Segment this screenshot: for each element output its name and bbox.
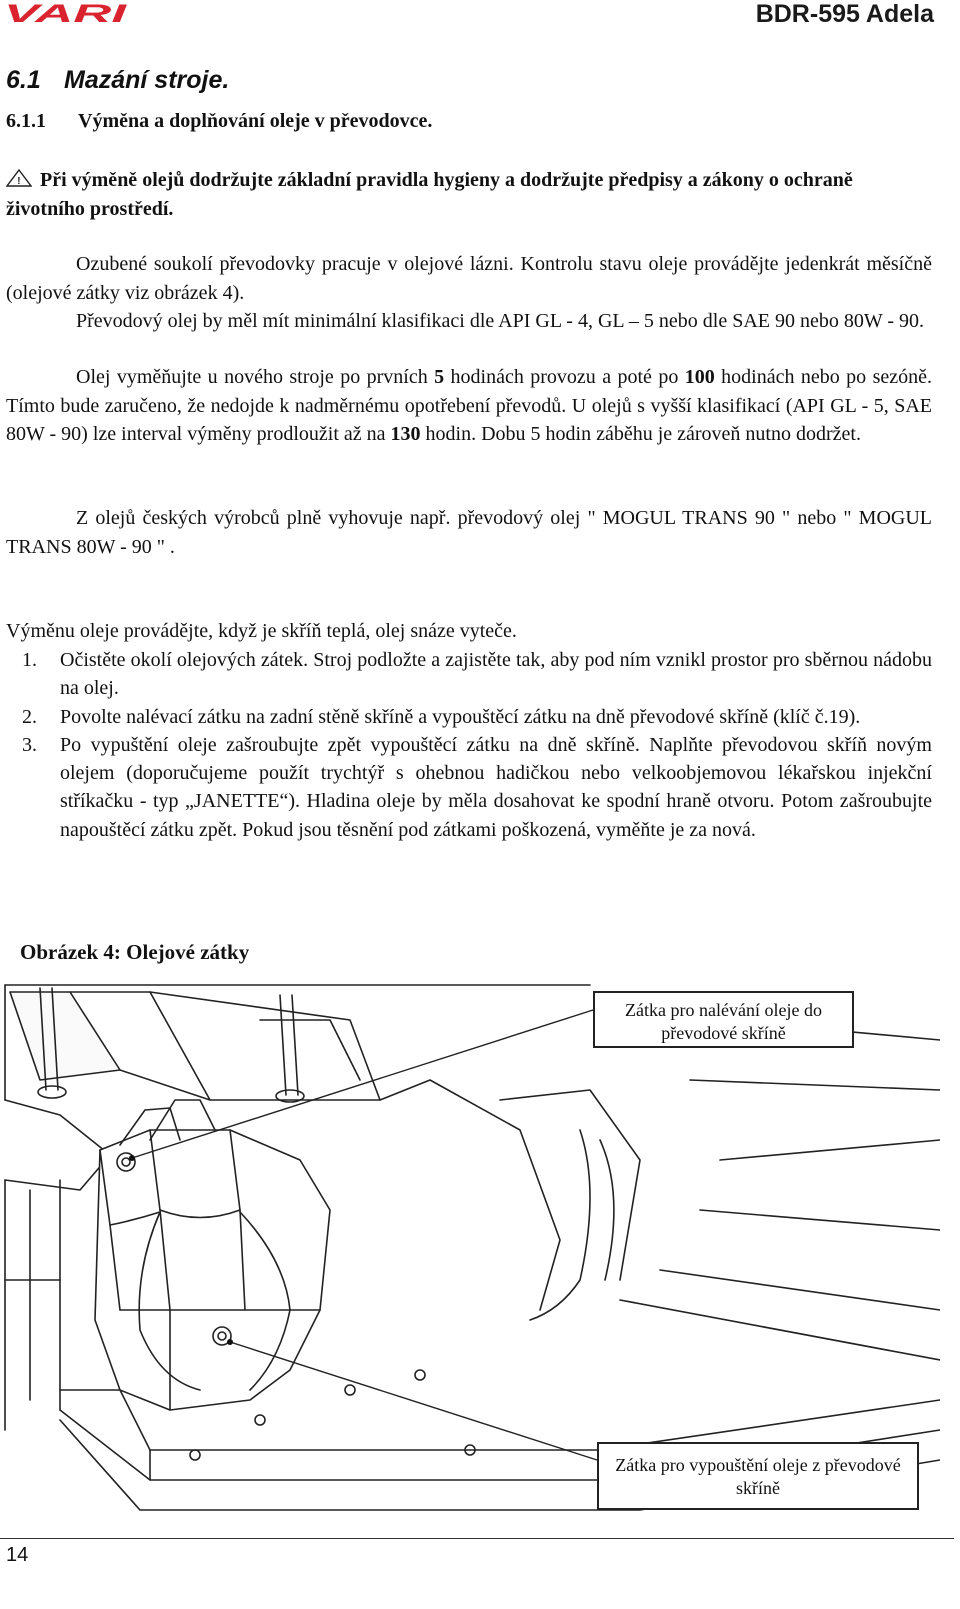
- paragraph-oil-bath: [6, 250, 932, 307]
- section-number: 6.1: [6, 66, 41, 94]
- paragraph-text: Výměnu oleje provádějte, když je skříň teplá, olej snáze vyteče.: [6, 620, 517, 642]
- hours-extended: 130: [390, 423, 421, 445]
- vari-logo: [4, 2, 128, 24]
- step-number: 3.: [22, 733, 37, 756]
- procedure-steps: [6, 646, 932, 844]
- paragraph-warm-box: [6, 617, 932, 646]
- step-text: Po vypuštění oleje zašroubujte zpět vypouštěcí zátku na dně skříně. Naplňte převodovou skříň novým olejem (doporučujeme použít trychtýř s ohebnou hadičkou nebo velkoobjemovou lékařskou injekční stříkačku - typ „JANETTE“). Hladina oleje by měla dosahovat ke spodní hraně otvoru. Potom zašroubujte napouštěcí zátku zpět. Pokud jsou těsnění pod zátkami poškozená, vyměňte je za nová.: [60, 733, 932, 841]
- text-run: hodin. Dobu 5 hodin záběhu je zároveň nutno dodržet.: [420, 423, 861, 445]
- paragraph-text: Převodový olej by měl mít minimální klasifikaci dle API GL - 4, GL – 5 nebo dle SAE 90 nebo 80W - 90.: [76, 310, 925, 332]
- warning-triangle-icon: [6, 169, 32, 187]
- text-run: hodinách nebo po sezóně. Tímto bude zaručeno, že nedojde k nadměrnému opotřebení převodů. U olejů s vyšší klasifikací (API GL - 5, SAE 80W - 90) lze interval výměny prodloužit až na: [6, 366, 932, 445]
- section-title: Mazání stroje.: [64, 66, 230, 94]
- list-item: [6, 703, 932, 731]
- logo-text: VARI: [4, 2, 128, 24]
- text-run: hodinách provozu a poté po: [444, 366, 685, 388]
- callout-drain-plug: Zátka pro vypouštění oleje z převodové skříně: [597, 1442, 919, 1510]
- step-text: Povolte nalévací zátku na zadní stěně skříně a vypouštěcí zátku na dně převodové skříně (klíč č.19).: [60, 705, 861, 728]
- subsection-heading: [6, 110, 432, 133]
- paragraph-oil-class: [6, 307, 932, 336]
- step-text: Očistěte okolí olejových zátek. Stroj podložte a zajistěte tak, aby pod ním vznikl prostor pro sběrnou nádobu na olej.: [60, 649, 932, 700]
- step-number: 2.: [22, 705, 37, 728]
- warning-text: Při výměně olejů dodržujte základní pravidla hygieny a dodržujte předpisy a zákony o ochraně životního prostředí.: [6, 169, 853, 220]
- callout-fill-plug: Zátka pro nalévání oleje do převodové skříně: [593, 991, 854, 1048]
- hours-first: 5: [434, 366, 445, 388]
- warning-note: [6, 166, 932, 224]
- svg-text:!: !: [17, 176, 21, 187]
- paragraph-text: Ozubené soukolí převodovky pracuje v olejové lázni. Kontrolu stavu oleje provádějte jedenkrát měsíčně (olejové zátky viz obrázek 4).: [6, 253, 932, 304]
- step-number: 1.: [22, 649, 37, 671]
- list-item: [6, 731, 932, 844]
- page-number: 14: [6, 1544, 29, 1566]
- paragraph-oil-interval: [6, 363, 932, 449]
- subsection-number: 6.1.1: [6, 110, 46, 132]
- subsection-title: Výměna a doplňování oleje v převodovce.: [78, 110, 433, 132]
- hours-interval: 100: [684, 366, 715, 388]
- figure-caption: Obrázek 4: Olejové zátky: [20, 940, 250, 964]
- list-item: [6, 646, 932, 703]
- footer-divider: [0, 1538, 954, 1539]
- paragraph-recommended-oil: [6, 504, 932, 561]
- text-run: Olej vyměňujte u nového stroje po prvních: [76, 366, 435, 388]
- document-id: BDR-595 Adela: [755, 0, 934, 28]
- section-heading: [6, 66, 229, 95]
- paragraph-text: Z olejů českých výrobců plně vyhovuje např. převodový olej " MOGUL TRANS 90 " nebo " MOGUL TRANS 80W - 90 " .: [6, 507, 932, 558]
